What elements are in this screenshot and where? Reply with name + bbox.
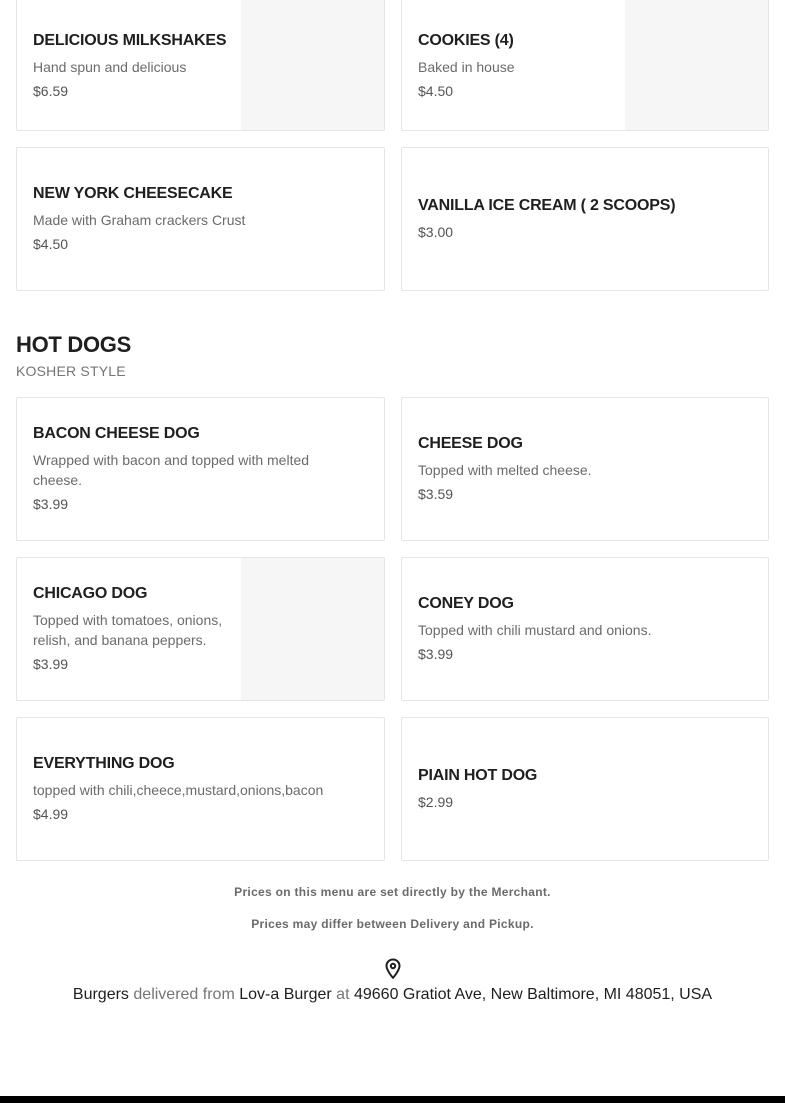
footer-bar — [0, 1096, 785, 1103]
item-description: topped with chili,cheece,mustard,onions,bacon — [33, 782, 324, 798]
section-title: HOT DOGS — [16, 332, 131, 357]
item-image — [241, 558, 384, 700]
item-description: Made with Graham crackers Crust — [33, 212, 246, 228]
menu-item-card[interactable] — [401, 0, 769, 131]
map-pin-icon — [383, 958, 403, 980]
item-name: CONEY DOG — [418, 595, 514, 612]
item-name: COOKIES (4) — [418, 31, 514, 49]
delivered-from-text: delivered from — [133, 986, 235, 1003]
item-description: Topped with tomatoes, onions, relish, and banana peppers. — [33, 612, 223, 648]
item-description: Topped with chili mustard and onions. — [418, 622, 652, 638]
store-link[interactable]: Lov-a Burger — [239, 986, 332, 1003]
item-name: CHEESE DOG — [418, 435, 523, 452]
price-disclaimer: Prices on this menu are set directly by the Merchant. — [234, 885, 551, 899]
menu-item-card[interactable] — [401, 397, 769, 541]
item-description: Baked in house — [418, 58, 515, 75]
menu-item-card[interactable] — [401, 557, 769, 701]
item-image — [625, 0, 768, 130]
section-subtitle: KOSHER STYLE — [16, 363, 126, 379]
menu-item-card[interactable] — [16, 0, 385, 131]
item-name: VANILLA ICE CREAM ( 2 SCOOPS) — [418, 197, 676, 214]
delivery-info — [0, 986, 785, 1004]
item-name: BACON CHEESE DOG — [33, 425, 200, 442]
item-price: $6.59 — [33, 82, 69, 99]
item-description: Wrapped with bacon and topped with melted cheese. — [33, 452, 310, 488]
item-price: $3.59 — [418, 486, 454, 502]
menu-item-card[interactable] — [16, 557, 385, 701]
item-price: $3.99 — [33, 496, 69, 512]
item-price: $4.50 — [33, 236, 69, 252]
menu-item-card[interactable] — [401, 147, 769, 291]
at-text: at — [336, 986, 350, 1003]
item-name: CHICAGO DOG — [33, 585, 148, 602]
item-name: NEW YORK CHEESECAKE — [33, 185, 233, 202]
menu-item-card[interactable] — [401, 717, 769, 861]
item-price: $2.99 — [418, 794, 454, 810]
item-price: $3.99 — [418, 646, 454, 662]
pickup-disclaimer: Prices may differ between Delivery and Pickup. — [251, 917, 534, 931]
item-description: Hand spun and delicious — [33, 58, 187, 75]
menu-item-card[interactable] — [16, 717, 385, 861]
item-name: DELICIOUS MILKSHAKES — [33, 31, 227, 49]
item-name: EVERYTHING DOG — [33, 755, 175, 772]
category-link[interactable]: Burgers — [72, 986, 129, 1003]
item-description: Topped with melted cheese. — [418, 462, 592, 478]
item-price: $4.50 — [418, 82, 454, 99]
store-address[interactable]: 49660 Gratiot Ave, New Baltimore, MI 48051, USA — [353, 986, 713, 1003]
item-name: PIAIN HOT DOG — [418, 767, 538, 784]
menu-item-card[interactable] — [16, 397, 385, 541]
item-image — [241, 0, 384, 130]
item-price: $4.99 — [33, 806, 69, 822]
menu-item-card[interactable] — [16, 147, 385, 291]
item-price: $3.00 — [418, 224, 454, 240]
item-price: $3.99 — [33, 656, 69, 672]
